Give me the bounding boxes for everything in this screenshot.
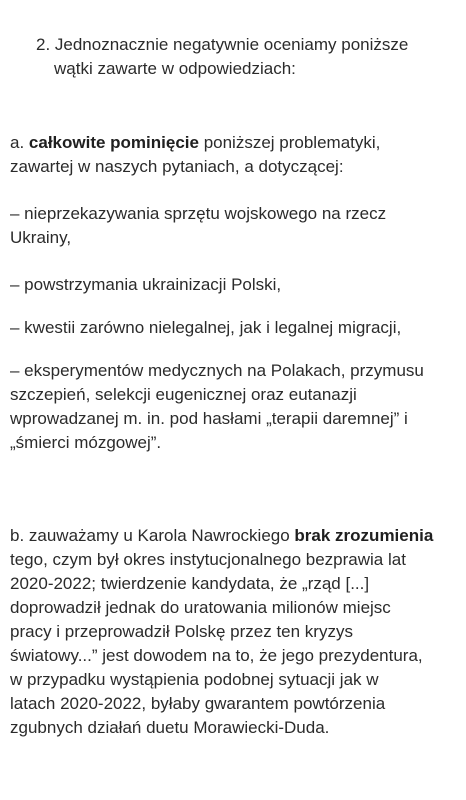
list-item	[10, 202, 458, 250]
section-b-line-2: tego, czym był okres instytucjonalnego bezprawia lat	[10, 550, 406, 569]
section-a-prefix: a.	[10, 133, 29, 152]
section-b-prefix: b. zauważamy u Karola Nawrockiego	[10, 526, 295, 545]
heading-line-1: 2. Jednoznacznie negatywnie oceniamy poniższe	[36, 35, 409, 54]
section-b-line-6: światowy...” jest dowodem na to, że jego prezydentura,	[10, 646, 423, 665]
item-4-line-3: wprowadzanej m. in. pod hasłami „terapii daremnej” i	[10, 409, 408, 428]
list-item	[10, 316, 458, 340]
item-4-line-2: szczepień, selekcji eugenicznej oraz eutanazji	[10, 385, 357, 404]
point-2-heading	[36, 33, 456, 81]
section-b-line-3: 2020-2022; twierdzenie kandydata, że „rząd [...]	[10, 574, 370, 593]
list-item	[10, 359, 458, 455]
section-a-line-2: zawartej w naszych pytaniach, a dotyczącej:	[10, 157, 344, 176]
section-b-line-1	[10, 524, 458, 548]
item-2-line-1: – powstrzymania ukrainizacji Polski,	[10, 275, 282, 294]
section-b-line-7: w przypadku wystąpienia podobnej sytuacji jak w	[10, 670, 379, 689]
section-b-emphasis: brak zrozumienia	[294, 526, 434, 545]
item-1-line-1: – nieprzekazywania sprzętu wojskowego na rzecz	[10, 204, 387, 223]
section-a-emphasis: całkowite pominięcie	[28, 133, 199, 152]
item-3-line-1: – kwestii zarówno nielegalnej, jak i legalnej migracji,	[10, 318, 402, 337]
section-a-suffix: poniższej problematyki,	[198, 133, 381, 152]
section-a-line-1	[10, 131, 458, 155]
item-1-line-2: Ukrainy,	[10, 228, 72, 247]
section-b-line-5: pracy i przeprowadził Polskę przez ten kryzys	[10, 622, 353, 641]
list-item	[10, 273, 458, 297]
heading-line-2: wątki zawarte w odpowiedziach:	[54, 59, 296, 78]
section-b-paragraph	[10, 524, 458, 740]
section-b-line-9: zgubnych działań duetu Morawiecki-Duda.	[10, 718, 330, 737]
section-b-line-8: latach 2020-2022, byłaby gwarantem powtórzenia	[10, 694, 386, 713]
section-b-line-4: doprowadził jednak do uratowania milionów miejsc	[10, 598, 391, 617]
item-4-line-4: „śmierci mózgowej”.	[10, 433, 162, 452]
section-a-paragraph	[10, 131, 458, 179]
item-4-line-1: – eksperymentów medycznych na Polakach, przymusu	[10, 361, 424, 380]
